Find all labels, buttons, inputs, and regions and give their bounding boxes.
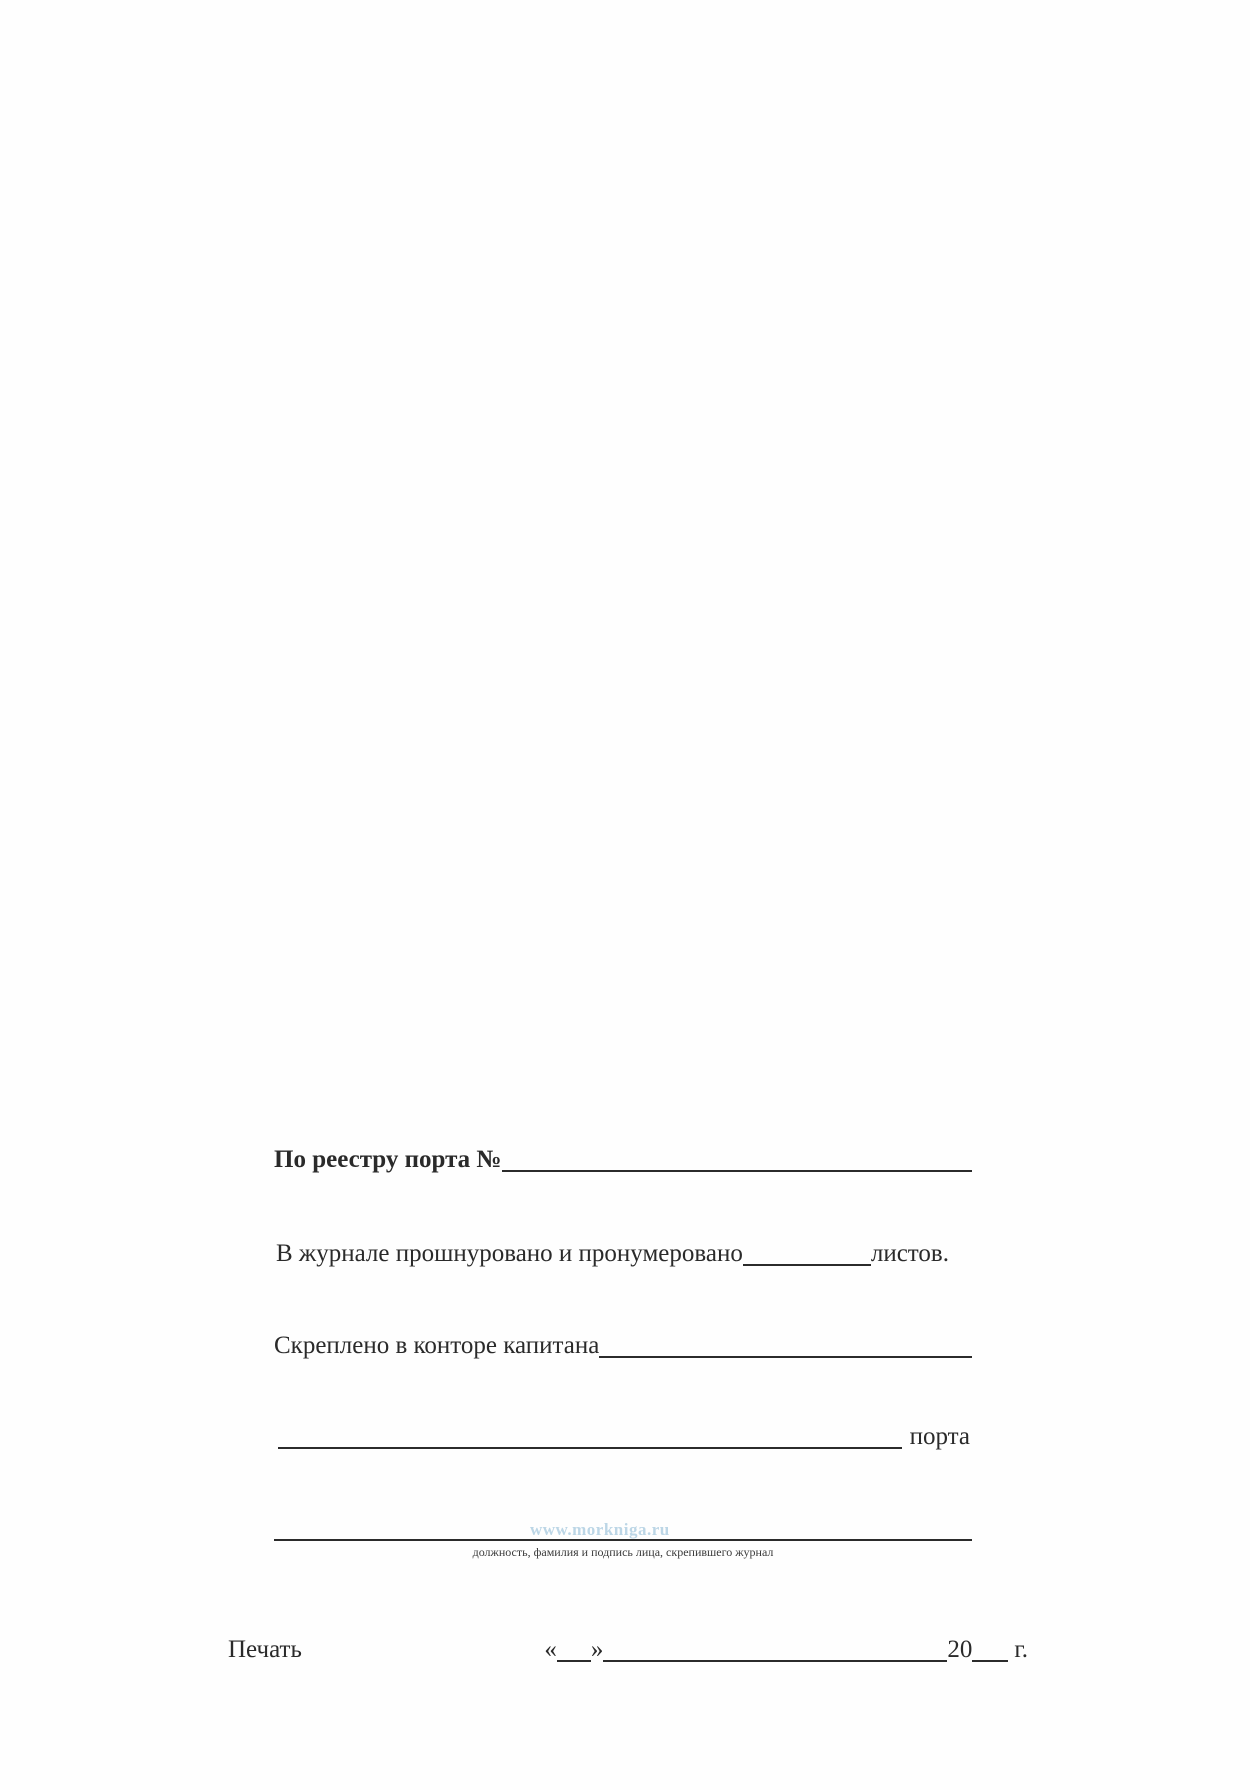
date-open-quote: «	[544, 1636, 557, 1663]
registry-label: По реестру порта №	[274, 1146, 502, 1173]
sheets-count-field[interactable]	[743, 1240, 871, 1266]
date-close-quote: »	[590, 1636, 604, 1663]
office-row	[274, 1332, 972, 1358]
sheets-prefix-text: В журнале прошнуровано и пронумеровано	[276, 1240, 743, 1267]
port-row	[278, 1423, 970, 1449]
office-label: Скреплено в конторе капитана	[274, 1332, 600, 1359]
signature-caption: должность, фамилия и подпись лица, скрепившего журнал	[472, 1545, 774, 1559]
year-suffix: г.	[1014, 1636, 1028, 1663]
month-field[interactable]	[603, 1636, 947, 1662]
port-name-field[interactable]	[278, 1423, 902, 1449]
seal-label: Печать	[228, 1636, 302, 1663]
port-suffix-text: порта	[909, 1423, 970, 1450]
year-prefix: 20	[947, 1636, 973, 1663]
seal-date-row	[228, 1636, 1028, 1662]
year-field[interactable]	[972, 1636, 1008, 1662]
sheets-suffix-text: листов.	[870, 1240, 949, 1267]
registry-number-field[interactable]	[502, 1146, 972, 1172]
registry-row	[274, 1146, 972, 1172]
office-field[interactable]	[599, 1332, 972, 1358]
date-group	[544, 1636, 1028, 1662]
sheets-row	[276, 1240, 972, 1266]
day-field[interactable]	[557, 1636, 591, 1662]
watermark-text: www.morkniga.ru	[530, 1520, 670, 1539]
